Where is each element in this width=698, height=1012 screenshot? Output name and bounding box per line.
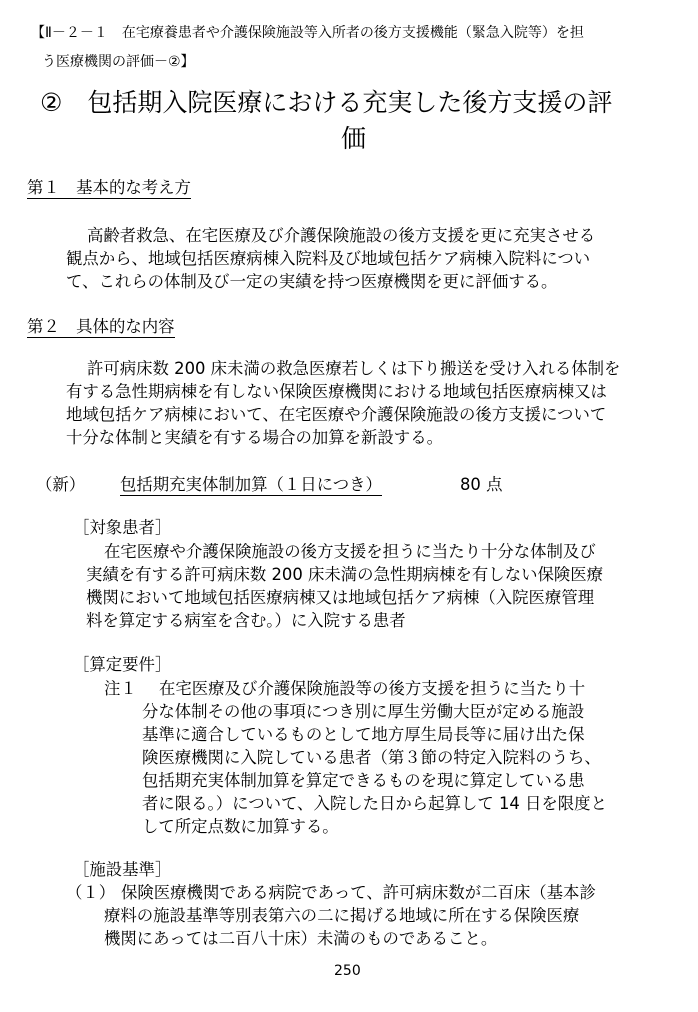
requirements-line-3: 基準に適合しているものとして地方厚生局長等に届け出た保 — [142, 725, 585, 744]
section-2-line-2: 有する急性期病棟を有しない保険医療機関における地域包括医療病棟又は — [66, 382, 607, 401]
section-2-line-1: 許可病床数 200 床未満の救急医療若しくは下り搬送を受け入れる体制を — [87, 359, 621, 378]
section-header-line-2: う医療機関の評価－②】 — [42, 54, 195, 70]
section-1-line-3: て、これらの体制及び一定の実績を持つ医療機関を更に評価する。 — [66, 272, 558, 291]
requirements-heading: ［算定要件］ — [73, 655, 172, 674]
page-number: 250 — [334, 963, 361, 979]
section-2-line-3: 地域包括ケア病棟において、在宅医療や介護保険施設の後方支援について — [66, 405, 607, 424]
facility-heading: ［施設基準］ — [73, 860, 172, 879]
requirements-line-2: 分な体制その他の事項につき別に厚生労働大臣が定める施設 — [142, 702, 585, 721]
requirements-line-4: 険医療機関に入院している患者（第３節の特定入院料のうち、 — [142, 748, 601, 767]
new-item-name: 包括期充実体制加算（１日につき） — [120, 477, 382, 496]
new-item-label: （新） — [36, 475, 86, 494]
facility-line-2: 療料の施設基準等別表第六の二に掲げる地域に所在する保険医療 — [104, 906, 580, 925]
section-2-line-4: 十分な体制と実績を有する場合の加算を新設する。 — [66, 428, 443, 447]
requirements-line-6: 者に限る。）について、入院した日から起算して 14 日を限度と — [142, 794, 607, 813]
section-1-line-1: 高齢者救急、在宅医療及び介護保険施設の後方支援を更に充実させる — [87, 226, 596, 245]
facility-line-1: 保険医療機関である病院であって、許可病床数が二百床（基本診 — [121, 883, 596, 902]
section-1-line-2: 観点から、地域包括医療病棟入院料及び地域包括ケア病棟入院料につい — [66, 249, 591, 268]
requirements-line-7: して所定点数に加算する。 — [142, 817, 339, 836]
page-title-line-1: ② 包括期入院医療における充実した後方支援の評 — [40, 88, 613, 117]
section-1-heading: 第１ 基本的な考え方 — [27, 180, 191, 199]
requirements-note-label: 注１ — [104, 679, 137, 698]
section-header-line-1: 【Ⅱ－２－１ 在宅療養患者や介護保険施設等入所者の後方支援機能（緊急入院等）を担 — [31, 25, 584, 41]
target-line-4: 料を算定する病室を含む。）に入院する患者 — [86, 611, 406, 630]
target-line-3: 機関において地域包括医療病棟又は地域包括ケア病棟（入院医療管理 — [86, 588, 595, 607]
section-2-heading: 第２ 具体的な内容 — [27, 319, 175, 338]
target-line-2: 実績を有する許可病床数 200 床未満の急性期病棟を有しない保険医療 — [86, 565, 604, 584]
requirements-line-1: 在宅医療及び介護保険施設等の後方支援を担うに当たり十 — [159, 679, 586, 698]
target-line-1: 在宅医療や介護保険施設の後方支援を担うに当たり十分な体制及び — [104, 542, 596, 561]
requirements-line-5: 包括期充実体制加算を算定できるものを現に算定している患 — [142, 771, 585, 790]
new-item-points: 80 点 — [460, 475, 503, 494]
facility-line-3: 機関にあっては二百八十床）未満のものであること。 — [104, 929, 498, 948]
facility-item-label: （１） — [66, 883, 116, 902]
page-title-line-2: 価 — [341, 124, 367, 153]
target-heading: ［対象患者］ — [73, 518, 172, 537]
